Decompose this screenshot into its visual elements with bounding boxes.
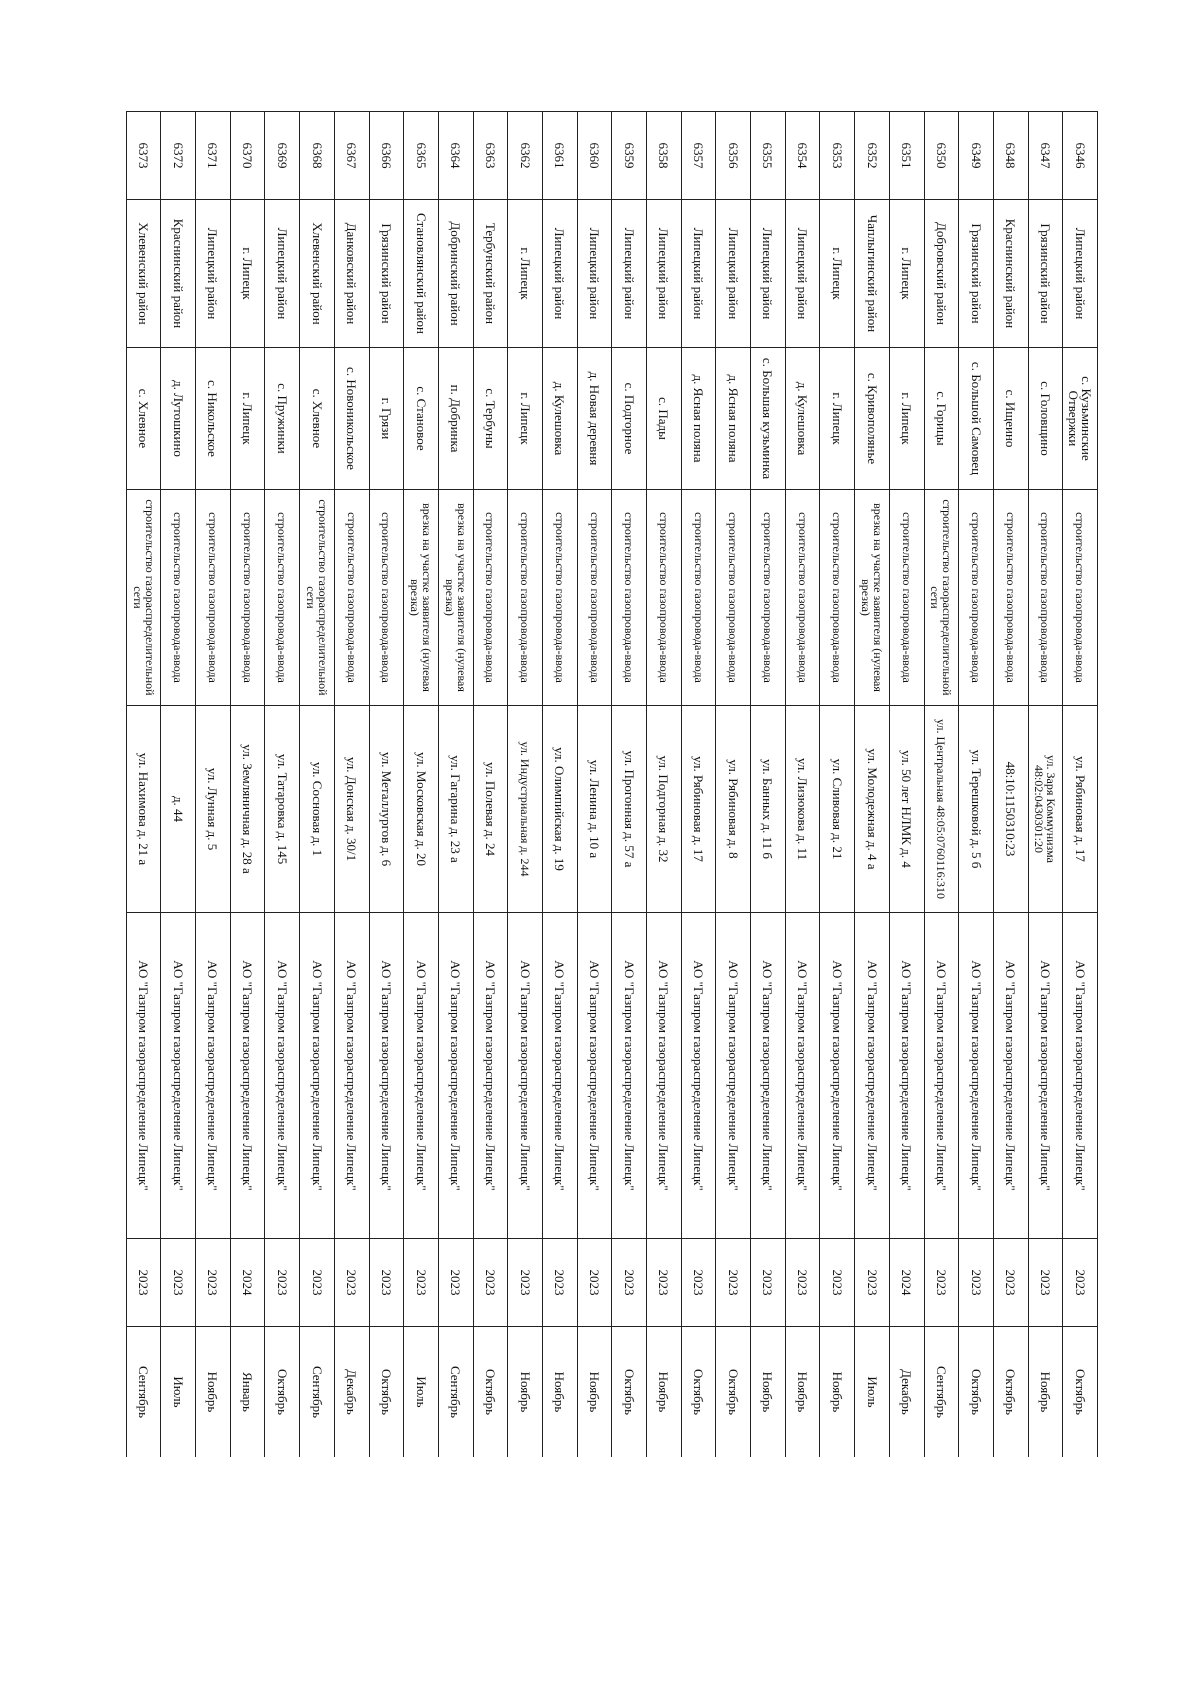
gas-connection-table [126, 111, 1098, 1457]
month-cell: Октябрь [612, 1327, 647, 1458]
month-cell: Сентябрь [924, 1327, 959, 1458]
year-cell: 2024 [889, 1239, 924, 1327]
address-cell: ул. Лизюкова д. 11 [785, 706, 820, 913]
locality-cell: с. Головщино [1028, 348, 1063, 490]
year-cell: 2023 [543, 1239, 578, 1327]
organization-cell: АО "Газпром газораспределение Липецк" [855, 913, 890, 1239]
month-cell: Январь [230, 1327, 265, 1458]
month-cell: Декабрь [334, 1327, 369, 1458]
district-cell: Добровский район [924, 200, 959, 348]
work-type-cell: строительство газопровода-ввода [230, 490, 265, 706]
address-cell: 48:10:1150310:23 [993, 706, 1028, 913]
work-type-cell: строительство газопровода-ввода [751, 490, 786, 706]
row-number-cell: 6354 [785, 112, 820, 200]
organization-cell: АО "Газпром газораспределение Липецк" [404, 913, 439, 1239]
locality-cell: с. Пады [647, 348, 682, 490]
table-row [265, 112, 300, 1458]
district-cell: Данковский район [334, 200, 369, 348]
district-cell: Липецкий район [681, 200, 716, 348]
work-type-cell: строительство газопровода-ввода [785, 490, 820, 706]
district-cell: Чаплыгинский район [855, 200, 890, 348]
year-cell: 2023 [369, 1239, 404, 1327]
row-number-cell: 6368 [300, 112, 335, 200]
organization-cell: АО "Газпром газораспределение Липецк" [751, 913, 786, 1239]
address-cell: ул. Полевая д. 24 [473, 706, 508, 913]
table-row [889, 112, 924, 1458]
row-number-cell: 6359 [612, 112, 647, 200]
row-number-cell: 6365 [404, 112, 439, 200]
table-row [300, 112, 335, 1458]
address-cell: ул. Гагарина д. 23 а [438, 706, 473, 913]
work-type-cell: строительство газопровода-ввода [993, 490, 1028, 706]
work-type-cell: строительство газопровода-ввода [369, 490, 404, 706]
row-number-cell: 6357 [681, 112, 716, 200]
work-type-cell: строительство газопровода-ввода [196, 490, 231, 706]
table-row [647, 112, 682, 1458]
row-number-cell: 6373 [126, 112, 161, 200]
month-cell: Ноябрь [577, 1327, 612, 1458]
address-cell: ул. Рябиновая д. 17 [1063, 706, 1098, 913]
locality-cell: с. Подгорное [612, 348, 647, 490]
work-type-cell: строительство газопровода-ввода [820, 490, 855, 706]
work-type-cell: строительство газопровода-ввода [1063, 490, 1098, 706]
locality-cell: с. Никольское [196, 348, 231, 490]
work-type-cell: строительство газопровода-ввода [647, 490, 682, 706]
month-cell: Ноябрь [820, 1327, 855, 1458]
row-number-cell: 6362 [508, 112, 543, 200]
work-type-cell: строительство газопровода-ввода [612, 490, 647, 706]
table-row [508, 112, 543, 1458]
locality-cell: п. Добринка [438, 348, 473, 490]
locality-cell: с. Хлевное [300, 348, 335, 490]
locality-cell: с. Горицы [924, 348, 959, 490]
district-cell: г. Липецк [508, 200, 543, 348]
year-cell: 2023 [785, 1239, 820, 1327]
row-number-cell: 6367 [334, 112, 369, 200]
table-row [924, 112, 959, 1458]
locality-cell: г. Липецк [889, 348, 924, 490]
row-number-cell: 6361 [543, 112, 578, 200]
month-cell: Сентябрь [126, 1327, 161, 1458]
district-cell: Грязинский район [1028, 200, 1063, 348]
row-number-cell: 6350 [924, 112, 959, 200]
organization-cell: АО "Газпром газораспределение Липецк" [820, 913, 855, 1239]
locality-cell: г. Липецк [508, 348, 543, 490]
organization-cell: АО "Газпром газораспределение Липецк" [993, 913, 1028, 1239]
year-cell: 2023 [924, 1239, 959, 1327]
row-number-cell: 6353 [820, 112, 855, 200]
organization-cell: АО "Газпром газораспределение Липецк" [126, 913, 161, 1239]
work-type-cell: строительство газораспределительной сети [126, 490, 161, 706]
row-number-cell: 6347 [1028, 112, 1063, 200]
work-type-cell: строительство газопровода-ввода [508, 490, 543, 706]
year-cell: 2023 [959, 1239, 994, 1327]
year-cell: 2023 [647, 1239, 682, 1327]
locality-cell: с. Ищеино [993, 348, 1028, 490]
work-type-cell: врезка на участке заявителя (нулевая врезка) [404, 490, 439, 706]
month-cell: Июль [404, 1327, 439, 1458]
month-cell: Ноябрь [785, 1327, 820, 1458]
address-cell: ул. Нахимова д. 21 а [126, 706, 161, 913]
row-number-cell: 6352 [855, 112, 890, 200]
month-cell: Октябрь [473, 1327, 508, 1458]
district-cell: Краснинский район [161, 200, 196, 348]
year-cell: 2023 [1063, 1239, 1098, 1327]
organization-cell: АО "Газпром газораспределение Липецк" [334, 913, 369, 1239]
table-row [1063, 112, 1098, 1458]
district-cell: Грязинский район [959, 200, 994, 348]
locality-cell: с. Хлевное [126, 348, 161, 490]
organization-cell: АО "Газпром газораспределение Липецк" [924, 913, 959, 1239]
row-number-cell: 6349 [959, 112, 994, 200]
year-cell: 2023 [438, 1239, 473, 1327]
table-row [577, 112, 612, 1458]
organization-cell: АО "Газпром газораспределение Липецк" [681, 913, 716, 1239]
district-cell: Липецкий район [577, 200, 612, 348]
address-cell: ул. Металлургов д. 6 [369, 706, 404, 913]
year-cell: 2023 [404, 1239, 439, 1327]
district-cell: Липецкий район [265, 200, 300, 348]
address-cell: ул. Молодежная д. 4 а [855, 706, 890, 913]
organization-cell: АО "Газпром газораспределение Липецк" [473, 913, 508, 1239]
work-type-cell: строительство газопровода-ввода [334, 490, 369, 706]
work-type-cell: строительство газопровода-ввода [161, 490, 196, 706]
row-number-cell: 6369 [265, 112, 300, 200]
address-cell: ул. Сливовая д. 21 [820, 706, 855, 913]
address-cell: д. 44 [161, 706, 196, 913]
address-cell: ул. Сосновая д. 1 [300, 706, 335, 913]
district-cell: г. Липецк [230, 200, 265, 348]
address-cell: ул. Прогонная д. 57 а [612, 706, 647, 913]
year-cell: 2024 [230, 1239, 265, 1327]
district-cell: Липецкий район [543, 200, 578, 348]
locality-cell: д. Лутошкино [161, 348, 196, 490]
row-number-cell: 6370 [230, 112, 265, 200]
table-row [716, 112, 751, 1458]
district-cell: Липецкий район [196, 200, 231, 348]
month-cell: Сентябрь [300, 1327, 335, 1458]
district-cell: г. Липецк [820, 200, 855, 348]
month-cell: Ноябрь [508, 1327, 543, 1458]
table-row [473, 112, 508, 1458]
row-number-cell: 6364 [438, 112, 473, 200]
table-row [959, 112, 994, 1458]
locality-cell: с. Большая кузьминка [751, 348, 786, 490]
table-row [196, 112, 231, 1458]
month-cell: Октябрь [959, 1327, 994, 1458]
organization-cell: АО "Газпром газораспределение Липецк" [612, 913, 647, 1239]
address-cell: ул. Олимпийская д. 19 [543, 706, 578, 913]
month-cell: Октябрь [1063, 1327, 1098, 1458]
locality-cell: д. Кулешовка [543, 348, 578, 490]
year-cell: 2023 [855, 1239, 890, 1327]
organization-cell: АО "Газпром газораспределение Липецк" [716, 913, 751, 1239]
locality-cell: г. Грязи [369, 348, 404, 490]
district-cell: Тербунский район [473, 200, 508, 348]
locality-cell: с. Кузьминские Отвержки [1063, 348, 1098, 490]
year-cell: 2023 [681, 1239, 716, 1327]
month-cell: Октябрь [265, 1327, 300, 1458]
district-cell: Липецкий район [612, 200, 647, 348]
district-cell: Липецкий район [751, 200, 786, 348]
year-cell: 2023 [993, 1239, 1028, 1327]
address-cell: ул. Терешковой д. 5 б [959, 706, 994, 913]
organization-cell: АО "Газпром газораспределение Липецк" [577, 913, 612, 1239]
month-cell: Декабрь [889, 1327, 924, 1458]
locality-cell: с. Становое [404, 348, 439, 490]
table-row [751, 112, 786, 1458]
address-cell: ул. Рябиновая д. 17 [681, 706, 716, 913]
locality-cell: д. Ясная поляна [716, 348, 751, 490]
organization-cell: АО "Газпром газораспределение Липецк" [438, 913, 473, 1239]
month-cell: Сентябрь [438, 1327, 473, 1458]
row-number-cell: 6348 [993, 112, 1028, 200]
locality-cell: с. Пружинки [265, 348, 300, 490]
organization-cell: АО "Газпром газораспределение Липецк" [647, 913, 682, 1239]
month-cell: Октябрь [716, 1327, 751, 1458]
table-row [820, 112, 855, 1458]
row-number-cell: 6372 [161, 112, 196, 200]
table-row [681, 112, 716, 1458]
table-row [126, 112, 161, 1458]
table-row [230, 112, 265, 1458]
address-cell: ул. Центральная 48:05:0760116:310 [924, 706, 959, 913]
organization-cell: АО "Газпром газораспределение Липецк" [543, 913, 578, 1239]
row-number-cell: 6363 [473, 112, 508, 200]
year-cell: 2023 [612, 1239, 647, 1327]
address-cell: ул. Индустриальная д. 244 [508, 706, 543, 913]
work-type-cell: врезка на участке заявителя (нулевая врезка) [438, 490, 473, 706]
month-cell: Ноябрь [543, 1327, 578, 1458]
row-number-cell: 6351 [889, 112, 924, 200]
work-type-cell: строительство газопровода-ввода [889, 490, 924, 706]
work-type-cell: строительство газораспределительной сети [300, 490, 335, 706]
address-cell: ул. Заря Коммунизма 48:02:0430301:20 [1028, 706, 1063, 913]
address-cell: ул. 50 лет НЛМК д. 4 [889, 706, 924, 913]
locality-cell: с. Кривополянье [855, 348, 890, 490]
district-cell: Хлевенский район [126, 200, 161, 348]
district-cell: Липецкий район [716, 200, 751, 348]
month-cell: Ноябрь [751, 1327, 786, 1458]
row-number-cell: 6371 [196, 112, 231, 200]
month-cell: Октябрь [369, 1327, 404, 1458]
address-cell: ул. Земляничная д. 28 а [230, 706, 265, 913]
address-cell: ул. Московская д. 20 [404, 706, 439, 913]
organization-cell: АО "Газпром газораспределение Липецк" [230, 913, 265, 1239]
work-type-cell: строительство газопровода-ввода [1028, 490, 1063, 706]
year-cell: 2023 [161, 1239, 196, 1327]
organization-cell: АО "Газпром газораспределение Липецк" [785, 913, 820, 1239]
table-body [126, 112, 1097, 1458]
table-row [369, 112, 404, 1458]
year-cell: 2023 [334, 1239, 369, 1327]
month-cell: Июль [161, 1327, 196, 1458]
year-cell: 2023 [820, 1239, 855, 1327]
work-type-cell: строительство газопровода-ввода [716, 490, 751, 706]
organization-cell: АО "Газпром газораспределение Липецк" [300, 913, 335, 1239]
work-type-cell: врезка на участке заявителя (нулевая врезка) [855, 490, 890, 706]
address-cell: ул. Лунная д. 5 [196, 706, 231, 913]
year-cell: 2023 [300, 1239, 335, 1327]
table-row [543, 112, 578, 1458]
month-cell: Октябрь [681, 1327, 716, 1458]
address-cell: ул. Донская д. 30/1 [334, 706, 369, 913]
district-cell: Липецкий район [785, 200, 820, 348]
table-row [1028, 112, 1063, 1458]
table-row [785, 112, 820, 1458]
organization-cell: АО "Газпром газораспределение Липецк" [265, 913, 300, 1239]
locality-cell: с. Новоникольское [334, 348, 369, 490]
work-type-cell: строительство газопровода-ввода [473, 490, 508, 706]
table-row [161, 112, 196, 1458]
organization-cell: АО "Газпром газораспределение Липецк" [889, 913, 924, 1239]
table-row [438, 112, 473, 1458]
locality-cell: с. Большой Самовец [959, 348, 994, 490]
table-row [404, 112, 439, 1458]
locality-cell: г. Липецк [820, 348, 855, 490]
document-page [88, 111, 1098, 1457]
district-cell: Становлянский район [404, 200, 439, 348]
row-number-cell: 6356 [716, 112, 751, 200]
address-cell: ул. Ленина д. 10 а [577, 706, 612, 913]
organization-cell: АО "Газпром газораспределение Липецк" [508, 913, 543, 1239]
work-type-cell: строительство газопровода-ввода [577, 490, 612, 706]
organization-cell: АО "Газпром газораспределение Липецк" [196, 913, 231, 1239]
month-cell: Ноябрь [1028, 1327, 1063, 1458]
district-cell: Добринский район [438, 200, 473, 348]
row-number-cell: 6360 [577, 112, 612, 200]
year-cell: 2023 [126, 1239, 161, 1327]
locality-cell: д. Ясная поляна [681, 348, 716, 490]
work-type-cell: строительство газораспределительной сети [924, 490, 959, 706]
locality-cell: д. Новая деревня [577, 348, 612, 490]
locality-cell: с. Тербуны [473, 348, 508, 490]
year-cell: 2023 [265, 1239, 300, 1327]
table-row [993, 112, 1028, 1458]
row-number-cell: 6346 [1063, 112, 1098, 200]
district-cell: Грязинский район [369, 200, 404, 348]
year-cell: 2023 [751, 1239, 786, 1327]
year-cell: 2023 [1028, 1239, 1063, 1327]
year-cell: 2023 [196, 1239, 231, 1327]
work-type-cell: строительство газопровода-ввода [959, 490, 994, 706]
table-row [855, 112, 890, 1458]
month-cell: Ноябрь [647, 1327, 682, 1458]
work-type-cell: строительство газопровода-ввода [681, 490, 716, 706]
row-number-cell: 6358 [647, 112, 682, 200]
table-row [334, 112, 369, 1458]
month-cell: Октябрь [993, 1327, 1028, 1458]
locality-cell: д. Кулешовка [785, 348, 820, 490]
address-cell: ул. Рябиновая д. 8 [716, 706, 751, 913]
year-cell: 2023 [577, 1239, 612, 1327]
month-cell: Ноябрь [196, 1327, 231, 1458]
address-cell: ул. Подгорная д. 32 [647, 706, 682, 913]
locality-cell: г. Липецк [230, 348, 265, 490]
district-cell: Липецкий район [647, 200, 682, 348]
district-cell: г. Липецк [889, 200, 924, 348]
work-type-cell: строительство газопровода-ввода [543, 490, 578, 706]
row-number-cell: 6355 [751, 112, 786, 200]
year-cell: 2023 [716, 1239, 751, 1327]
address-cell: ул. Банных д. 11 б [751, 706, 786, 913]
work-type-cell: строительство газопровода-ввода [265, 490, 300, 706]
year-cell: 2023 [473, 1239, 508, 1327]
district-cell: Краснинский район [993, 200, 1028, 348]
organization-cell: АО "Газпром газораспределение Липецк" [1063, 913, 1098, 1239]
district-cell: Хлевенский район [300, 200, 335, 348]
year-cell: 2023 [508, 1239, 543, 1327]
organization-cell: АО "Газпром газораспределение Липецк" [1028, 913, 1063, 1239]
organization-cell: АО "Газпром газораспределение Липецк" [161, 913, 196, 1239]
organization-cell: АО "Газпром газораспределение Липецк" [369, 913, 404, 1239]
address-cell: ул. Татаровка д. 145 [265, 706, 300, 913]
table-row [612, 112, 647, 1458]
organization-cell: АО "Газпром газораспределение Липецк" [959, 913, 994, 1239]
row-number-cell: 6366 [369, 112, 404, 200]
district-cell: Липецкий район [1063, 200, 1098, 348]
month-cell: Июль [855, 1327, 890, 1458]
